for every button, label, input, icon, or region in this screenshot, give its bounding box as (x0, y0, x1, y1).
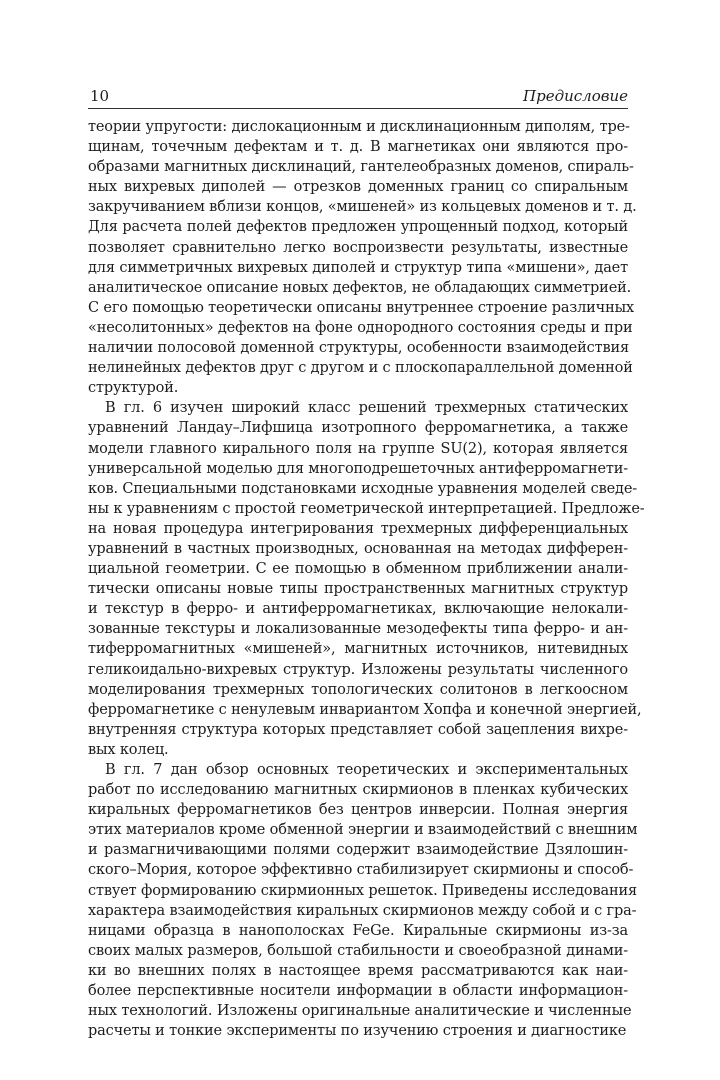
text-line: работ по исследованию магнитных скирмионов в пленках кубических (88, 782, 628, 799)
text-line: циальной геометрии. С ее помощью в обменном приближении анали- (88, 561, 628, 578)
page-number: 10 (90, 87, 110, 105)
text-line: щинам, точечным дефектам и т. д. В магнетиках они являются про- (88, 139, 628, 156)
text-line: ных технологий. Изложены оригинальные аналитические и численные (88, 1003, 632, 1020)
text-line: тиферромагнитных «мишеней», магнитных источников, нитевидных (88, 641, 628, 658)
text-line: своих малых размеров, большой стабильности и своеобразной динами- (88, 942, 628, 959)
text-line: тически описаны новые типы пространственных магнитных структур (88, 581, 628, 598)
text-line: киральных ферромагнетиков без центров инверсии. Полная энергия (88, 802, 628, 819)
paragraph (88, 117, 637, 398)
text-line: и текстур в ферро- и антиферромагнетиках, включающие нелокали- (88, 601, 628, 618)
text-line: теории упругости: дислокационным и дисклинационным диполям, тре- (88, 119, 630, 135)
text-line: нелинейных дефектов друг с другом и с плоскопараллельной доменной (88, 360, 633, 377)
paragraph (88, 398, 645, 760)
text-line: на новая процедура интегрирования трехмерных дифференциальных (88, 520, 628, 537)
paragraph (88, 760, 638, 1041)
book-page (88, 86, 645, 1041)
text-line: ки во внешних полях в настоящее время рассматриваются как наи- (88, 962, 628, 979)
text-line: геликоидально-вихревых структур. Изложены результаты численного (88, 661, 628, 678)
text-line: ны к уравнениям с простой геометрической интерпретацией. Предложе- (88, 500, 645, 517)
text-line: Для расчета полей дефектов предложен упрощенный подход, который (88, 219, 628, 236)
text-line: С его помощью теоретически описаны внутреннее строение различных (88, 299, 635, 316)
text-line: уравнений Ландау–Лифшица изотропного ферромагнетика, а также (88, 420, 628, 437)
text-line: «несолитонных» дефектов на фоне однородного состояния среды и при (88, 319, 633, 336)
text-line: наличии полосовой доменной структуры, особенности взаимодействия (88, 340, 629, 357)
page-header (88, 86, 628, 106)
header-rule (88, 108, 628, 109)
text-line: вых колец. (88, 741, 169, 758)
text-line: моделирования трехмерных топологических солитонов в легкоосном (88, 681, 628, 698)
body-text (88, 117, 645, 1041)
text-line: внутренняя структура которых представляет собой зацепления вихре- (88, 721, 628, 738)
text-line: ферромагнетике с ненулевым инвариантом Хопфа и конечной энергией, (88, 701, 642, 718)
text-line: более перспективные носители информации в области информацион- (88, 983, 628, 1000)
running-title: Предисловие (523, 87, 628, 105)
text-line: и размагничивающими полями содержит взаимодействие Дзялошин- (88, 842, 628, 859)
text-line: позволяет сравнительно легко воспроизвести результаты, известные (88, 239, 628, 256)
text-line: В гл. 7 дан обзор основных теоретических и экспериментальных (105, 762, 628, 778)
text-line: аналитическое описание новых дефектов, не обладающих симметрией. (88, 279, 632, 296)
text-line: уравнений в частных производных, основанная на методах дифферен- (88, 540, 628, 557)
text-line: ского–Мория, которое эффективно стабилизирует скирмионы и способ- (88, 862, 634, 879)
text-line: ков. Специальными подстановками исходные уравнения моделей сведе- (88, 480, 638, 497)
text-line: расчеты и тонкие эксперименты по изучению строения и диагностике (88, 1023, 627, 1040)
text-line: образами магнитных дисклинаций, гантелеобразных доменов, спираль- (88, 159, 634, 176)
text-line: характера взаимодействия киральных скирмионов между собой и с гра- (88, 902, 637, 919)
text-line: универсальной моделью для многоподрешеточных антиферромагнети- (88, 460, 629, 477)
text-line: зованные текстуры и локализованные мезодефекты типа ферро- и ан- (88, 621, 628, 638)
text-line: структурой. (88, 380, 179, 397)
text-line: ницами образца в нанополосках FeGe. Киральные скирмионы из-за (88, 922, 628, 939)
text-line: для симметричных вихревых диполей и структур типа «мишени», дает (88, 259, 628, 276)
text-line: ных вихревых диполей — отрезков доменных границ со спиральным (88, 179, 628, 196)
text-line: этих материалов кроме обменной энергии и взаимодействий с внешним (88, 822, 638, 839)
text-line: ствует формированию скирмионных решеток. Приведены исследования (88, 882, 637, 899)
text-line: закручиванием вблизи концов, «мишеней» из кольцевых доменов и т. д. (88, 199, 637, 216)
text-line: В гл. 6 изучен широкий класс решений трехмерных статических (105, 400, 628, 417)
text-line: модели главного кирального поля на группе SU(2), которая является (88, 440, 628, 457)
